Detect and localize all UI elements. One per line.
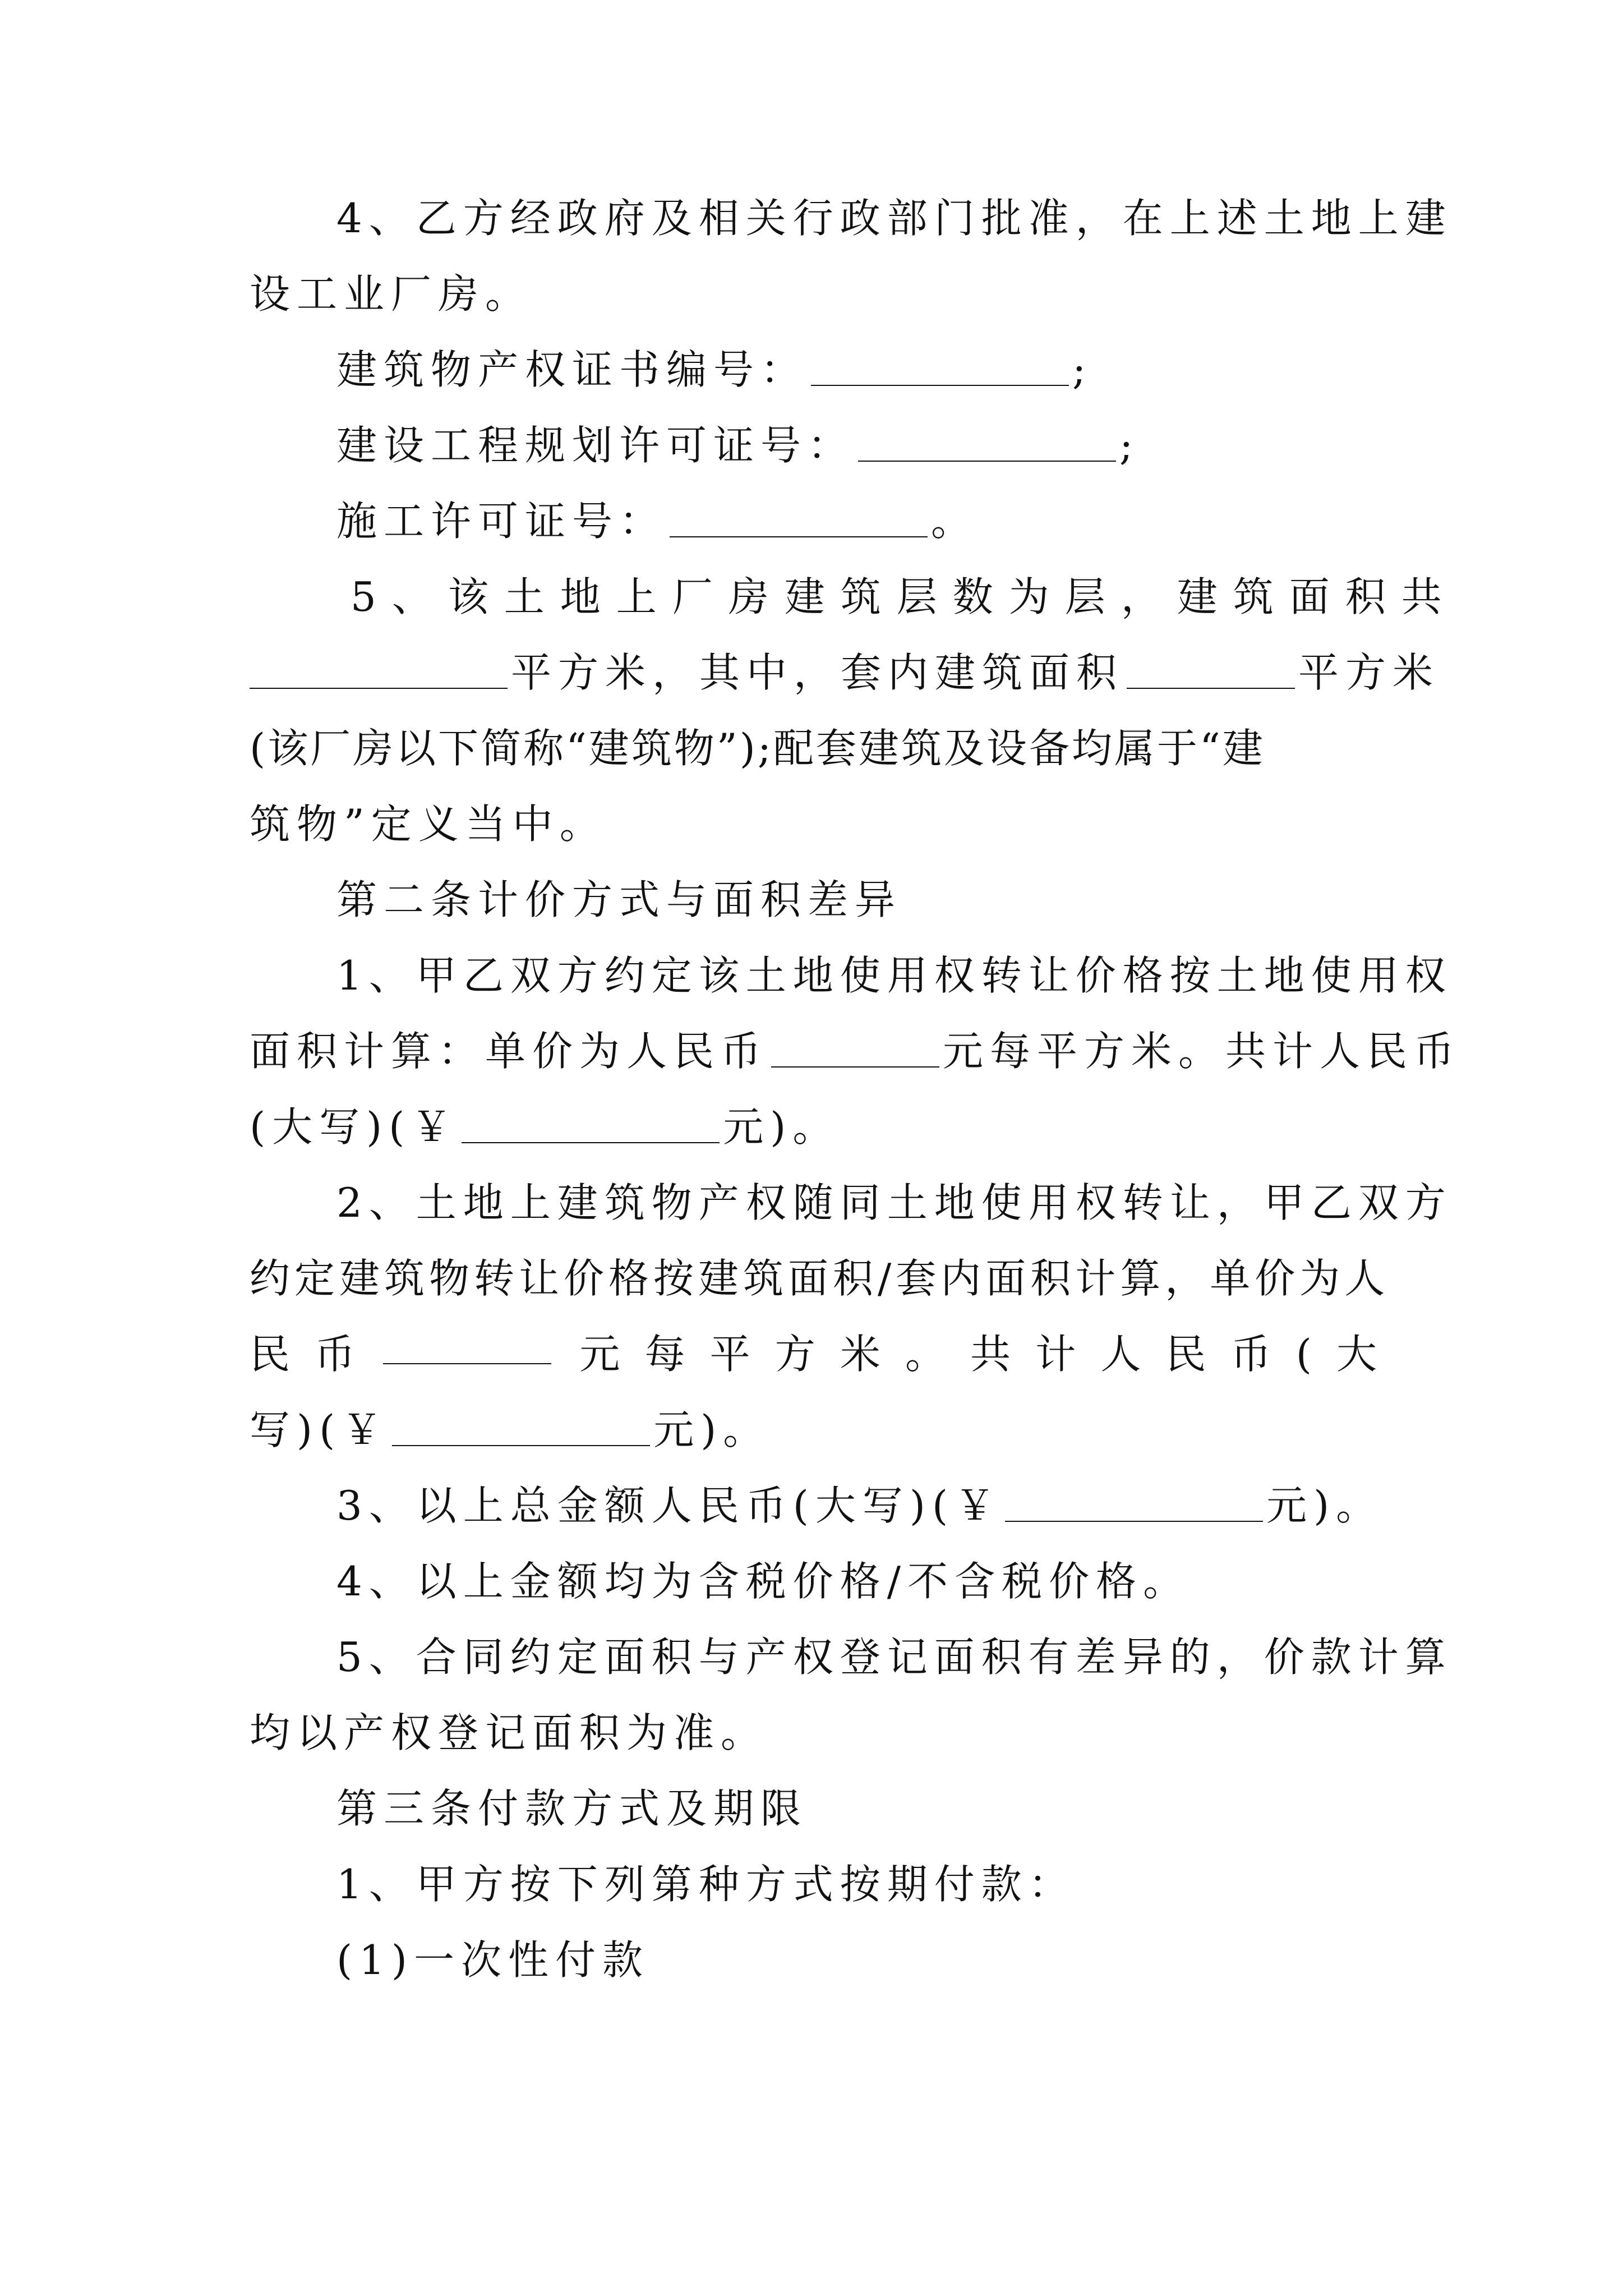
line-text: (该厂房以下简称“建筑物”);配套建筑及设备均属于“建 bbox=[250, 725, 1265, 772]
line-text: 5、该土地上厂房建筑层数为层，建筑面积共 bbox=[351, 573, 1458, 620]
line-end: ; bbox=[1119, 422, 1140, 469]
blank-underline bbox=[858, 461, 1116, 462]
section-heading bbox=[336, 869, 1377, 931]
line-text: 4、乙方经政府及相关行政部门批准，在上述土地上建 bbox=[336, 195, 1453, 242]
paragraph-line bbox=[250, 1248, 1390, 1309]
line-text: 2、土地上建筑物产权随同土地使用权转让，甲乙双方 bbox=[336, 1179, 1453, 1226]
line-char: 元 bbox=[579, 1331, 620, 1378]
line-char: 民 bbox=[1165, 1331, 1206, 1378]
line-text: 设工业厂房。 bbox=[250, 270, 533, 318]
line-char: ( bbox=[1295, 1331, 1312, 1378]
paragraph-line bbox=[250, 263, 1377, 325]
paragraph-line bbox=[336, 1853, 1377, 1915]
line-char: 。 bbox=[905, 1331, 946, 1378]
paragraph-line bbox=[250, 1399, 1377, 1461]
paragraph-line bbox=[250, 793, 1377, 855]
paragraph-line bbox=[250, 1096, 1377, 1158]
line-text: (1)一次性付款 bbox=[336, 1936, 649, 1984]
construction-permit-line bbox=[336, 490, 1377, 552]
blank-underline bbox=[462, 1142, 720, 1143]
certificate-number-line bbox=[336, 339, 1377, 401]
blank-underline bbox=[670, 536, 928, 537]
paragraph-line bbox=[250, 717, 1377, 779]
line-text: 元)。 bbox=[653, 1406, 771, 1453]
line-char: 币 bbox=[1230, 1331, 1271, 1378]
line-text: 平方米，其中，套内建筑面积 bbox=[511, 649, 1124, 696]
line-text: 元)。 bbox=[723, 1103, 840, 1151]
line-text: (大写)(￥ bbox=[250, 1103, 459, 1151]
line-char: 方 bbox=[774, 1331, 815, 1378]
line-char: 民 bbox=[250, 1331, 291, 1378]
line-text: 元每平方米。共计人民币 bbox=[943, 1028, 1461, 1075]
line-text: 筑物”定义当中。 bbox=[250, 800, 607, 848]
line-end: 。 bbox=[931, 498, 979, 545]
paragraph-line bbox=[336, 1550, 1377, 1612]
line-text: 3、以上总金额人民币(大写)(￥ bbox=[336, 1482, 1002, 1529]
paragraph-line bbox=[336, 945, 1453, 1006]
line-char: 每 bbox=[644, 1331, 685, 1378]
blank-underline bbox=[811, 385, 1069, 386]
paragraph-line bbox=[336, 187, 1453, 249]
blank-underline bbox=[383, 1363, 551, 1364]
line-char: 计 bbox=[1035, 1331, 1076, 1378]
line-text: 面积计算：单价为人民币 bbox=[250, 1028, 768, 1075]
paragraph-line bbox=[336, 1626, 1453, 1688]
line-char: 共 bbox=[970, 1331, 1011, 1378]
line-text: 1、甲方按下列第种方式按期付款： bbox=[336, 1861, 1076, 1908]
line-text: 元)。 bbox=[1266, 1482, 1384, 1529]
blank-underline bbox=[392, 1445, 650, 1446]
planning-permit-line bbox=[336, 415, 1377, 476]
paragraph-line bbox=[250, 1702, 1377, 1764]
section-heading bbox=[336, 1778, 1377, 1839]
line-text: 1、甲乙双方约定该土地使用权转让价格按土地使用权 bbox=[336, 952, 1453, 999]
paragraph-line bbox=[336, 1172, 1453, 1234]
heading-text: 第三条付款方式及期限 bbox=[336, 1785, 808, 1832]
line-text: 4、以上金额均为含税价格/不含税价格。 bbox=[336, 1558, 1191, 1605]
line-end: ; bbox=[1072, 346, 1093, 393]
line-text: 写)(￥ bbox=[250, 1406, 389, 1453]
paragraph-line bbox=[250, 1020, 1461, 1082]
blank-underline bbox=[1127, 688, 1295, 689]
line-char: 平 bbox=[709, 1331, 750, 1378]
field-label: 建设工程规划许可证号： bbox=[336, 422, 855, 469]
field-label: 施工许可证号： bbox=[336, 498, 667, 545]
line-char: 币 bbox=[315, 1331, 356, 1378]
paragraph-line bbox=[351, 566, 1458, 628]
line-char: 大 bbox=[1336, 1331, 1377, 1378]
field-label: 建筑物产权证书编号： bbox=[336, 346, 808, 393]
blank-underline bbox=[250, 688, 508, 689]
paragraph-line bbox=[336, 1929, 1377, 1991]
blank-underline bbox=[771, 1066, 939, 1068]
paragraph-line bbox=[336, 1475, 1384, 1536]
justified-line bbox=[250, 1323, 1377, 1385]
line-char: 人 bbox=[1100, 1331, 1141, 1378]
line-text: 约定建筑物转让价格按建筑面积/套内面积计算，单价为人 bbox=[250, 1255, 1390, 1302]
blank-underline bbox=[1005, 1521, 1263, 1522]
line-text: 5、合同约定面积与产权登记面积有差异的，价款计算 bbox=[336, 1634, 1453, 1681]
line-text: 平方米 bbox=[1298, 649, 1440, 696]
line-text: 均以产权登记面积为准。 bbox=[250, 1709, 768, 1756]
line-char: 米 bbox=[840, 1331, 880, 1378]
paragraph-line bbox=[250, 642, 1440, 703]
heading-text: 第二条计价方式与面积差异 bbox=[336, 876, 902, 923]
